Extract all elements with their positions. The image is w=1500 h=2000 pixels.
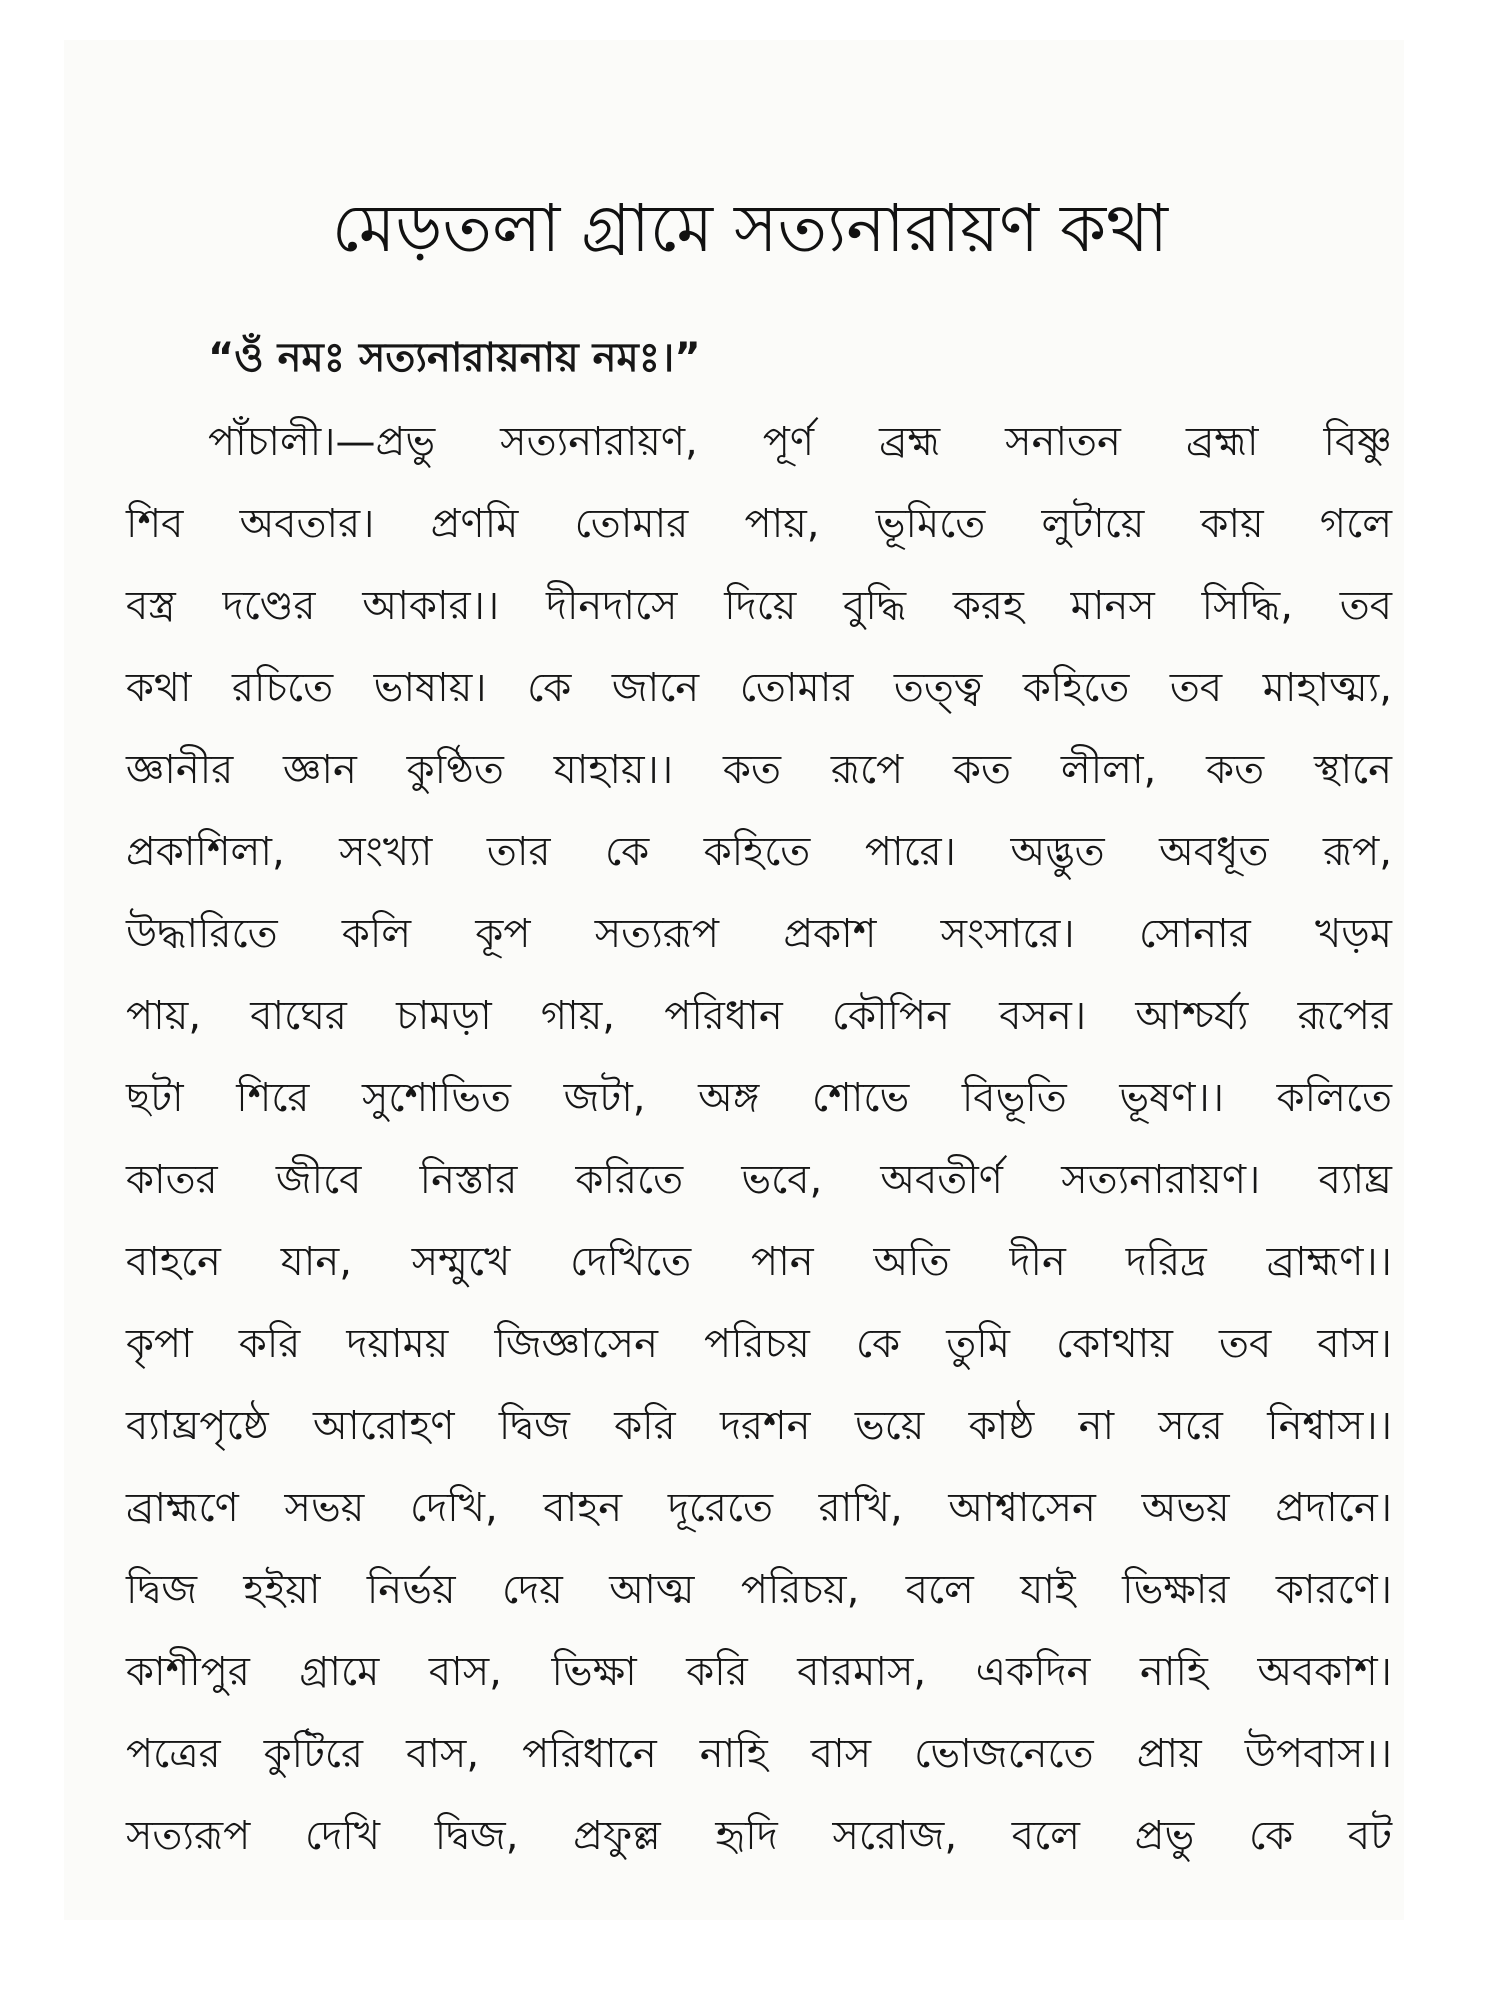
text-line: বাহনে যান, সম্মুখে দেখিতে পান অতি দীন দরিদ্র ব্রাহ্মণ।।	[126, 1239, 1392, 1285]
text-line: ব্রাহ্মণে সভয় দেখি, বাহন দূরেতে রাখি, আশ্বাসেন অভয় প্রদানে।	[126, 1485, 1392, 1531]
text-line: সত্যরূপ দেখি দ্বিজ, প্রফুল্ল হৃদি সরোজ, বলে প্রভু কে বট	[126, 1813, 1392, 1859]
text-line: ব্যাঘ্রপৃষ্ঠে আরোহণ দ্বিজ করি দরশন ভয়ে কাষ্ঠ না সরে নিশ্বাস।।	[126, 1403, 1392, 1449]
text-line: পাঁচালী।—প্রভু সত্যনারায়ণ, পূর্ণ ব্রহ্ম সনাতন ব্রহ্মা বিষ্ণু	[208, 419, 1392, 465]
text-line: পত্রের কুটিরে বাস, পরিধানে নাহি বাস ভোজনেতে প্রায় উপবাস।।	[126, 1731, 1392, 1777]
text-line: প্রকাশিলা, সংখ্যা তার কে কহিতে পারে। অদ্ভুত অবধূত রূপ,	[126, 829, 1392, 875]
page-title: মেড়তলা গ্রামে সত্যনারায়ণ কথা	[331, 190, 1169, 268]
text-line: কথা রচিতে ভাষায়। কে জানে তোমার তত্ত্ব কহিতে তব মাহাত্ম্য,	[126, 665, 1392, 711]
text-line: ছটা শিরে সুশোভিত জটা, অঙ্গ শোভে বিভূতি ভূষণ।। কলিতে	[126, 1075, 1392, 1121]
text-line: শিব অবতার। প্রণমি তোমার পায়, ভূমিতে লুটায়ে কায় গলে	[126, 501, 1392, 547]
page-background	[64, 40, 1404, 1920]
text-line: কৃপা করি দয়াময় জিজ্ঞাসেন পরিচয় কে তুমি কোথায় তব বাস।	[126, 1321, 1392, 1367]
invocation-line: “ওঁ নমঃ সত্যনারায়নায় নমঃ।”	[208, 335, 701, 381]
text-line: উদ্ধারিতে কলি কূপ সত্যরূপ প্রকাশ সংসারে। সোনার খড়ম	[126, 911, 1392, 957]
text-line: দ্বিজ হইয়া নির্ভয় দেয় আত্ম পরিচয়, বলে যাই ভিক্ষার কারণে।	[126, 1567, 1392, 1613]
text-line: কাতর জীবে নিস্তার করিতে ভবে, অবতীর্ণ সত্যনারায়ণ। ব্যাঘ্র	[126, 1157, 1392, 1203]
text-line: জ্ঞানীর জ্ঞান কুণ্ঠিত যাহায়।। কত রূপে কত লীলা, কত স্থানে	[126, 747, 1392, 793]
text-line: কাশীপুর গ্রামে বাস, ভিক্ষা করি বারমাস, একদিন নাহি অবকাশ।	[126, 1649, 1392, 1695]
text-line: পায়, বাঘের চামড়া গায়, পরিধান কৌপিন বসন। আশ্চর্য্য রূপের	[126, 993, 1392, 1039]
text-line: বস্ত্র দণ্ডের আকার।। দীনদাসে দিয়ে বুদ্ধি করহ মানস সিদ্ধি, তব	[126, 583, 1392, 629]
